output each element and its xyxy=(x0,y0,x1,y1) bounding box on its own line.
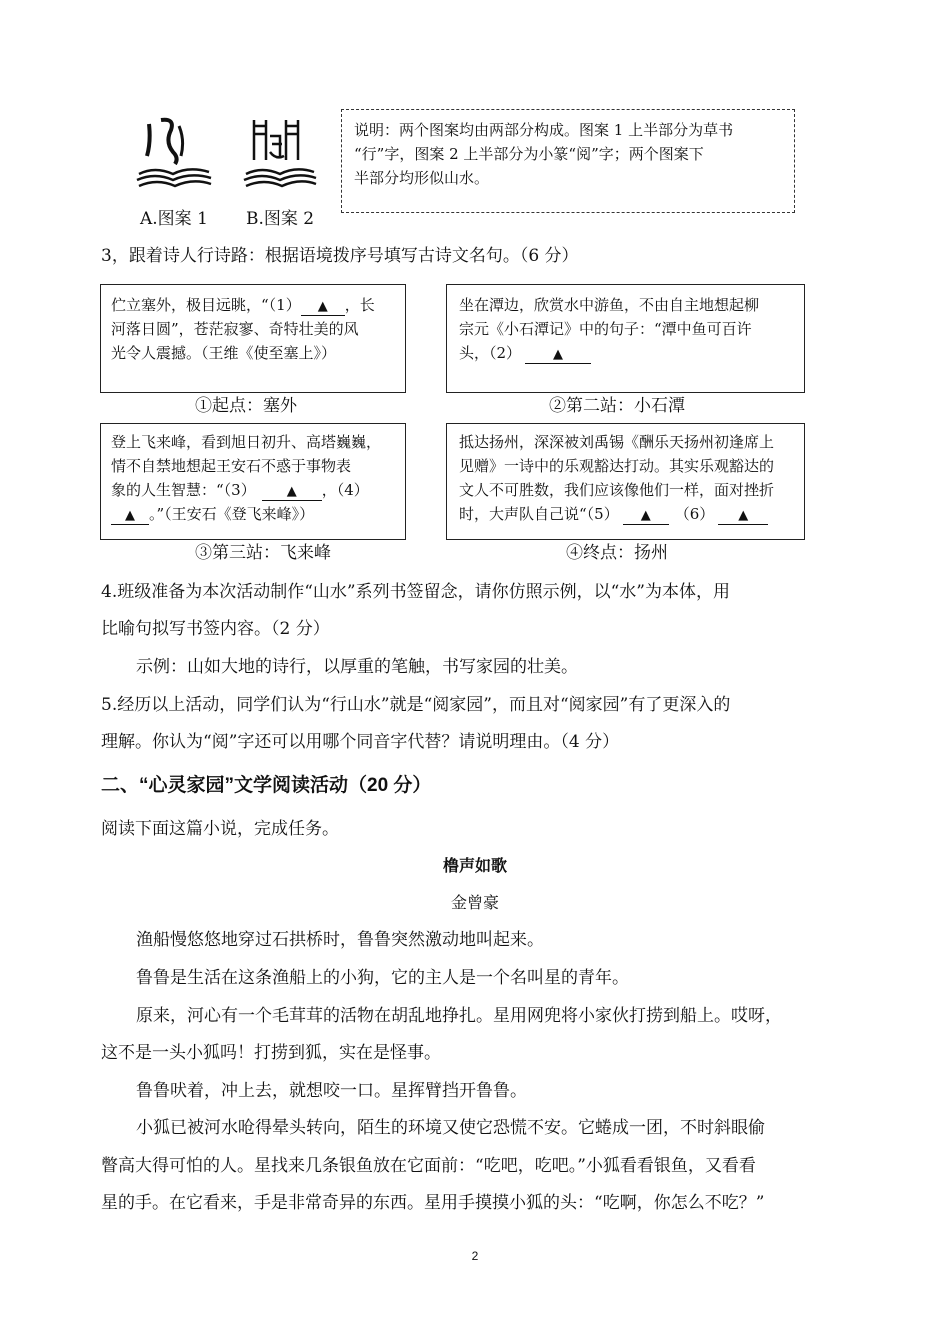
station-1-text-1b: ，长 xyxy=(344,296,375,314)
station-4-box xyxy=(446,423,805,540)
figure-note-box xyxy=(341,109,795,213)
station-3-text-4: 。”（王安石《登飞来峰》） xyxy=(149,505,315,523)
station-4-text-4b: （6） xyxy=(674,505,715,523)
q4-line-1: 4.班级准备为本次活动制作“山水”系列书签留念，请你仿照示例，以“水”为本体，用 xyxy=(101,582,730,602)
section-2-intro: 阅读下面这篇小说，完成任务。 xyxy=(101,819,339,839)
marker-triangle-icon: ▲ xyxy=(125,508,135,523)
story-paragraph-1: 渔船慢悠悠地穿过石拱桥时，鲁鲁突然激动地叫起来。 xyxy=(136,930,544,950)
answer-blank-2[interactable] xyxy=(525,347,591,364)
station-4-text-4a: 时，大声队自己说“（5） xyxy=(459,505,619,523)
section-2-heading: 二、“心灵家园”文学阅读活动（20 分） xyxy=(101,775,432,796)
story-author: 金曾豪 xyxy=(450,893,499,912)
pattern-2-image xyxy=(240,112,320,192)
station-1-line-1 xyxy=(111,293,375,317)
story-paragraph-3-cont: 这不是一头小狐吗！打捞到狐，实在是怪事。 xyxy=(101,1043,441,1063)
station-1-line-3: 光令人震撼。（王维《使至塞上》） xyxy=(111,344,337,362)
page-number: 2 xyxy=(471,1249,479,1263)
q5-line-2: 理解。你认为“阅”字还可以用哪个同音字代替？请说明理由。（4 分） xyxy=(101,732,620,752)
answer-blank-1[interactable] xyxy=(301,299,345,316)
station-3-line-1: 登上飞来峰，看到旭日初升、高塔巍巍， xyxy=(111,433,382,451)
station-2-label: ②第二站：小石潭 xyxy=(549,396,685,416)
story-paragraph-5: 小狐已被河水呛得晕头转向，陌生的环境又使它恐慌不安。它蜷成一团，不时斜眼偷 xyxy=(136,1118,765,1138)
station-3-line-3 xyxy=(111,478,369,502)
station-2-line-2: 宗元《小石潭记》中的句子：“潭中鱼可百许 xyxy=(459,320,752,338)
story-paragraph-4: 鲁鲁吠着，冲上去，就想咬一口。星挥臂挡开鲁鲁。 xyxy=(136,1081,527,1101)
station-3-label: ③第三站：飞来峰 xyxy=(195,543,331,563)
note-line-1: 说明：两个图案均由两部分构成。图案 1 上半部分为草书 xyxy=(354,121,734,139)
caption-b: B.图案 2 xyxy=(246,209,315,229)
station-1-text-1a: 伫立塞外，极目远眺，“（1） xyxy=(111,296,301,314)
story-paragraph-5-cont-2: 星的手。在它看来，手是非常奇异的东西。星用手摸摸小狐的头：“吃啊，你怎么不吃？” xyxy=(101,1193,765,1213)
station-2-text-3: 头，（2） xyxy=(459,344,522,362)
station-3-line-4 xyxy=(111,502,314,526)
story-paragraph-5-cont-1: 瞥高大得可怕的人。星找来几条银鱼放在它面前：“吃吧，吃吧。”小狐看看银鱼，又看看 xyxy=(101,1156,756,1176)
station-3-text-3a: 象的人生智慧：“（3） xyxy=(111,481,256,499)
station-1-box xyxy=(100,284,406,393)
station-4-line-3: 文人不可胜数，我们应该像他们一样，面对挫折 xyxy=(459,481,775,499)
station-3-line-2: 情不自禁地想起王安石不惑于事物表 xyxy=(111,457,352,475)
answer-blank-3[interactable] xyxy=(262,484,322,501)
station-4-label: ④终点：扬州 xyxy=(566,543,668,563)
marker-triangle-icon: ▲ xyxy=(640,508,651,523)
station-3-box xyxy=(100,423,406,540)
q4-example: 示例：山如大地的诗行，以厚重的笔触，书写家园的壮美。 xyxy=(136,657,578,677)
note-line-3: 半部分均形似山水。 xyxy=(354,169,490,187)
pattern-1-image xyxy=(135,112,215,192)
q5-line-1: 5.经历以上活动，同学们认为“行山水”就是“阅家园”，而且对“阅家园”有了更深入的 xyxy=(101,695,731,715)
station-4-line-4 xyxy=(459,502,768,526)
figure-pattern-2 xyxy=(240,112,320,192)
note-line-2: “行”字，图案 2 上半部分为小篆“阅”字；两个图案下 xyxy=(354,145,704,163)
story-paragraph-2: 鲁鲁是生活在这条渔船上的小狗，它的主人是一个名叫星的青年。 xyxy=(136,968,629,988)
story-title: 橹声如歌 xyxy=(442,856,507,875)
q3-title: 3，跟着诗人行诗路：根据语境拨序号填写古诗文名句。（6 分） xyxy=(101,246,579,266)
station-3-text-3b: ，（4） xyxy=(321,481,369,499)
station-1-label: ①起点：塞外 xyxy=(195,396,297,416)
answer-blank-4[interactable] xyxy=(111,508,149,525)
answer-blank-6[interactable] xyxy=(718,508,768,525)
marker-triangle-icon: ▲ xyxy=(553,347,564,362)
q4-line-2: 比喻句拟写书签内容。（2 分） xyxy=(101,619,330,639)
station-2-box xyxy=(446,284,805,393)
answer-blank-5[interactable] xyxy=(623,508,669,525)
station-4-line-1: 抵达扬州，深深被刘禹锡《酬乐天扬州初逢席上 xyxy=(459,433,775,451)
marker-triangle-icon: ▲ xyxy=(317,299,328,314)
marker-triangle-icon: ▲ xyxy=(286,484,297,499)
marker-triangle-icon: ▲ xyxy=(738,508,749,523)
station-1-line-2: 河落日圆”，苍茫寂寥、奇特壮美的风 xyxy=(111,320,359,338)
story-paragraph-3: 原来，河心有一个毛茸茸的活物在胡乱地挣扎。星用网兜将小家伙打捞到船上。哎呀， xyxy=(136,1006,782,1026)
station-4-line-2: 见赠》一诗中的乐观豁达打动。其实乐观豁达的 xyxy=(459,457,775,475)
figure-pattern-1 xyxy=(135,112,215,192)
station-2-line-1: 坐在潭边，欣赏水中游鱼，不由自主地想起柳 xyxy=(459,296,760,314)
caption-a: A.图案 1 xyxy=(140,209,208,229)
station-2-line-3 xyxy=(459,341,591,365)
